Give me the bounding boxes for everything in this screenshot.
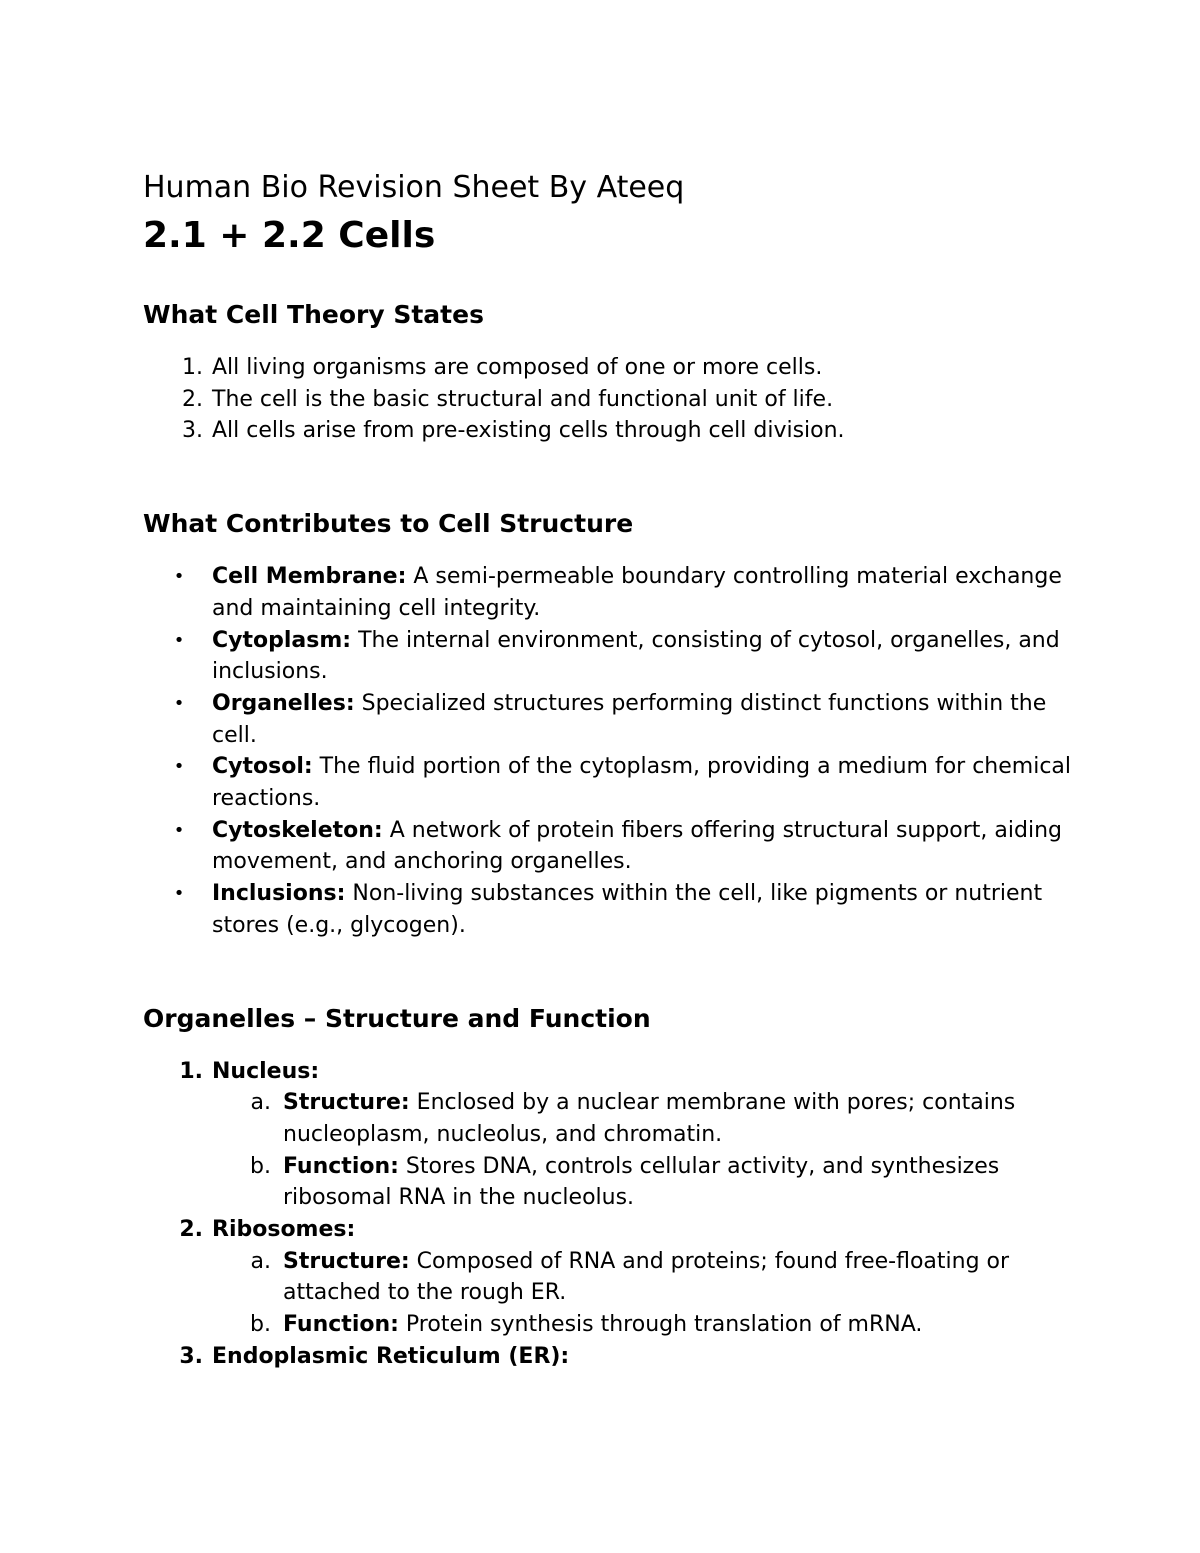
definition: Stores DNA, controls cellular activity, and synthesizes ribosomal RNA in the nucleolus. [283, 1153, 1000, 1211]
list-item [143, 1341, 1083, 1373]
bullet-icon: • [173, 566, 185, 588]
organelle-name: Endoplasmic Reticulum (ER): [212, 1343, 570, 1369]
cell-theory-heading: What Cell Theory States [143, 300, 484, 329]
sub-item [143, 1246, 1083, 1309]
term: Inclusions: [212, 881, 346, 907]
sub-marker: b. [250, 1153, 271, 1179]
list-marker: 3. [179, 1343, 203, 1369]
list-marker: 3. [182, 418, 203, 444]
organelles-list [143, 1056, 1083, 1373]
organelle-name: Ribosomes: [212, 1217, 356, 1243]
definition: A semi-permeable boundary controlling material exchange and maintaining cell integrity. [212, 564, 1062, 621]
list-marker: 2. [182, 386, 203, 412]
definition: Specialized structures performing distinct functions within the cell. [212, 690, 1047, 748]
bullet-icon: • [173, 883, 185, 905]
list-item [143, 815, 1083, 878]
definition: Non-living substances within the cell, like pigments or nutrient stores (e.g., glycogen). [212, 881, 1043, 938]
list-item [143, 625, 1083, 688]
term: Function: [283, 1153, 399, 1179]
list-marker: 1. [179, 1058, 203, 1084]
definition: The internal environment, consisting of cytosol, organelles, and inclusions. [212, 627, 1060, 685]
organelles-heading: Organelles – Structure and Function [143, 1003, 651, 1033]
definition: A network of protein fibers offering structural support, aiding movement, and anchoring organelles. [212, 817, 1062, 875]
list-item [143, 688, 1083, 751]
list-item-text: The cell is the basic structural and functional unit of life. [212, 386, 834, 412]
cell-structure-list [143, 561, 1083, 941]
organelle-name: Nucleus: [212, 1058, 320, 1084]
sub-marker: a. [250, 1090, 271, 1116]
list-item-text: All living organisms are composed of one or more cells. [212, 355, 823, 380]
bullet-icon: • [173, 819, 185, 841]
bullet-icon: • [173, 756, 185, 778]
section-title: 2.1 + 2.2 Cells [143, 215, 436, 256]
term: Cytoplasm: [212, 627, 352, 653]
sub-marker: b. [250, 1312, 271, 1338]
list-item [143, 352, 1083, 384]
cell-theory-list [143, 352, 1083, 447]
term: Structure: [283, 1090, 410, 1116]
list-item [143, 561, 1083, 624]
term: Cytoskeleton: [212, 817, 383, 843]
term: Function: [283, 1312, 399, 1338]
list-marker: 2. [179, 1217, 203, 1243]
definition: Composed of RNA and proteins; found free-floating or attached to the rough ER. [283, 1248, 1010, 1306]
document-page [143, 168, 1083, 1373]
list-item [143, 1056, 1083, 1215]
definition: Protein synthesis through translation of mRNA. [398, 1312, 923, 1338]
definition: Enclosed by a nuclear membrane with pores; contains nucleoplasm, nucleolus, and chromatin. [283, 1090, 1016, 1147]
bullet-icon: • [173, 692, 185, 714]
term: Cell Membrane: [212, 564, 407, 590]
cell-structure-heading: What Contributes to Cell Structure [143, 509, 634, 539]
sub-item [143, 1309, 1083, 1341]
list-item [143, 1214, 1083, 1341]
list-item-text: All cells arise from pre-existing cells through cell division. [212, 418, 845, 444]
list-item [143, 384, 1083, 416]
term: Organelles: [212, 690, 355, 716]
bullet-icon: • [173, 629, 185, 651]
list-item [143, 751, 1083, 814]
list-item [143, 878, 1083, 941]
sub-item [143, 1087, 1083, 1150]
definition: The fluid portion of the cytoplasm, providing a medium for chemical reactions. [212, 754, 1072, 812]
sub-marker: a. [250, 1248, 271, 1274]
sub-item [143, 1151, 1083, 1214]
list-marker: 1. [182, 355, 203, 380]
list-item [143, 415, 1083, 447]
term: Structure: [283, 1248, 410, 1274]
document-title: Human Bio Revision Sheet By Ateeq [143, 170, 685, 205]
term: Cytosol: [212, 754, 313, 780]
